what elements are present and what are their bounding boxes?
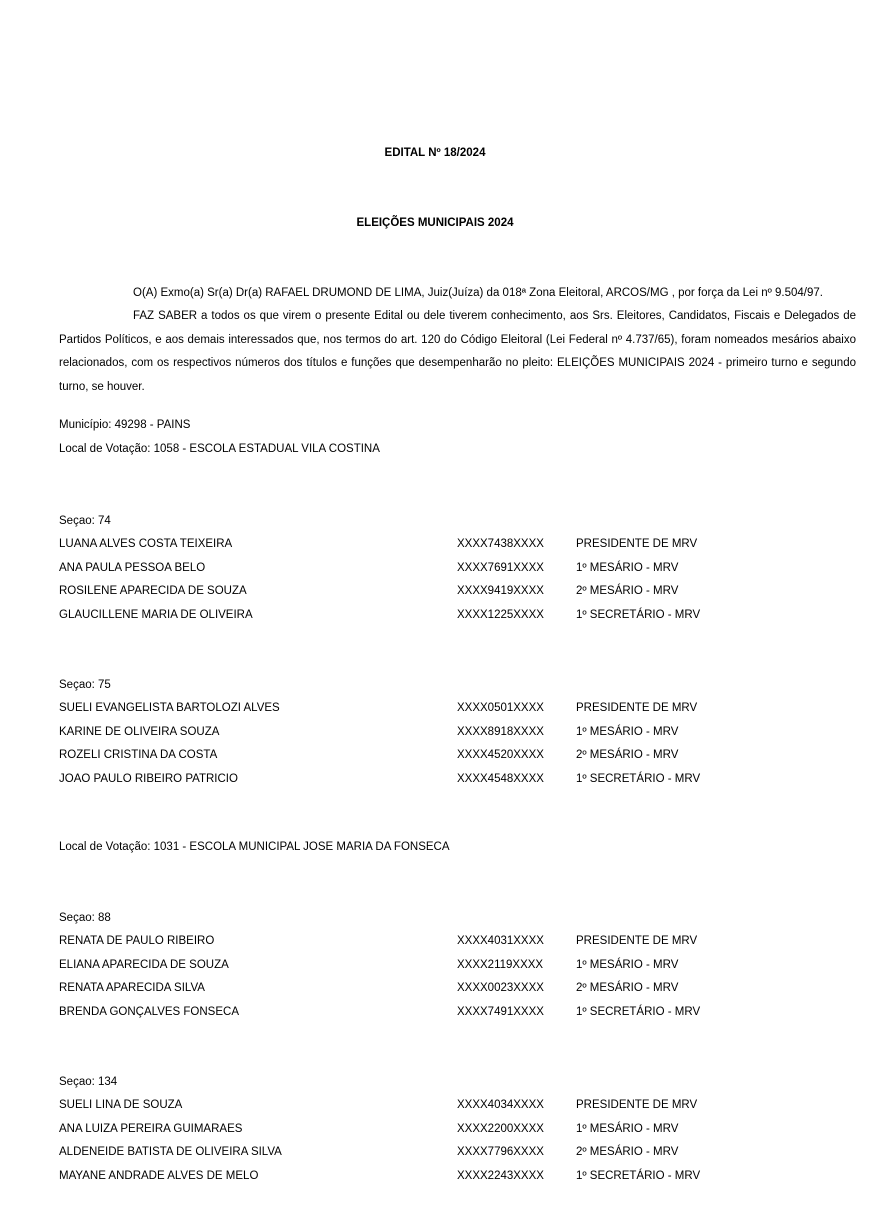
- section-label: Seçao: 88: [59, 912, 111, 924]
- section-label: Seçao: 134: [59, 1076, 118, 1088]
- mesario-name: LUANA ALVES COSTA TEIXEIRA: [59, 538, 233, 551]
- table-row: [59, 557, 859, 580]
- funcao: 1º SECRETÁRIO - MRV: [576, 1169, 701, 1182]
- funcao: 2º MESÁRIO - MRV: [576, 1146, 679, 1159]
- funcao: PRESIDENTE DE MRV: [576, 935, 698, 948]
- table-row: [59, 1094, 859, 1117]
- titulo-number: XXXX4031XXXX: [457, 935, 544, 948]
- titulo-number: XXXX9419XXXX: [457, 585, 544, 598]
- titulo-number: XXXX4034XXXX: [457, 1099, 544, 1112]
- titulo-number: XXXX2119XXXX: [457, 958, 544, 971]
- table-row: [59, 533, 859, 556]
- section-label: Seçao: 75: [59, 679, 111, 691]
- table-row: [59, 721, 859, 744]
- table-row: [59, 697, 859, 720]
- table-row: [59, 1118, 859, 1141]
- mesario-name: ANA PAULA PESSOA BELO: [59, 561, 206, 574]
- polling-place-1058: Local de Votação: 1058 - ESCOLA ESTADUAL VILA COSTINA: [59, 443, 380, 455]
- table-row: [59, 1001, 859, 1024]
- titulo-number: XXXX1225XXXX: [457, 608, 544, 621]
- titulo-number: XXXX8918XXXX: [457, 725, 544, 738]
- polling-place-1031: Local de Votação: 1031 - ESCOLA MUNICIPAL JOSE MARIA DA FONSECA: [59, 841, 450, 853]
- mesario-name: ANA LUIZA PEREIRA GUIMARAES: [59, 1122, 243, 1135]
- funcao: 2º MESÁRIO - MRV: [576, 749, 679, 762]
- funcao: 1º MESÁRIO - MRV: [576, 725, 679, 738]
- mesario-name: SUELI LINA DE SOUZA: [59, 1099, 183, 1112]
- section-75: [59, 674, 859, 791]
- table-row: [59, 744, 859, 767]
- mesario-name: RENATA DE PAULO RIBEIRO: [59, 935, 215, 948]
- table-row: [59, 604, 859, 627]
- funcao: 1º MESÁRIO - MRV: [576, 561, 679, 574]
- table-row: [59, 768, 859, 791]
- edital-title: EDITAL Nº 18/2024: [384, 147, 486, 159]
- table-row: [59, 580, 859, 603]
- titulo-number: XXXX2243XXXX: [457, 1169, 544, 1182]
- section-134: [59, 1071, 859, 1188]
- mesario-name: RENATA APARECIDA SILVA: [59, 982, 205, 995]
- municipality-label: Município: 49298 - PAINS: [59, 419, 191, 431]
- titulo-number: XXXX7491XXXX: [457, 1005, 544, 1018]
- titulo-number: XXXX0023XXXX: [457, 982, 544, 995]
- mesario-name: MAYANE ANDRADE ALVES DE MELO: [59, 1169, 259, 1182]
- intro-paragraph: [59, 282, 856, 399]
- table-row: [59, 954, 859, 977]
- titulo-number: XXXX0501XXXX: [457, 702, 544, 715]
- mesario-name: ROZELI CRISTINA DA COSTA: [59, 749, 218, 762]
- titulo-number: XXXX7438XXXX: [457, 538, 544, 551]
- mesario-name: KARINE DE OLIVEIRA SOUZA: [59, 725, 220, 738]
- titulo-number: XXXX7796XXXX: [457, 1146, 544, 1159]
- funcao: PRESIDENTE DE MRV: [576, 702, 698, 715]
- funcao: 1º SECRETÁRIO - MRV: [576, 772, 701, 785]
- mesario-name: GLAUCILLENE MARIA DE OLIVEIRA: [59, 608, 253, 621]
- funcao: PRESIDENTE DE MRV: [576, 1099, 698, 1112]
- mesario-name: ALDENEIDE BATISTA DE OLIVEIRA SILVA: [59, 1146, 282, 1159]
- intro-faz-saber: FAZ SABER a todos os que virem o presente Edital ou dele tiverem conhecimento, aos Srs. Eleitores, Candidatos, Fiscais e Delegados de Partidos Políticos, e aos demais interessados que, nos termos do art. 120 do Código Eleitoral (Lei Federal nº 4.737/65), foram nomeados mesários abaixo relacionados, com os respectivos números dos títulos e funções que desempenharão no pleito: ELEIÇÕES MUNICIPAIS 2024 - primeiro turno e segundo turno, se houver.: [59, 310, 856, 393]
- mesario-name: ELIANA APARECIDA DE SOUZA: [59, 958, 229, 971]
- titulo-number: XXXX4548XXXX: [457, 772, 544, 785]
- mesario-name: ROSILENE APARECIDA DE SOUZA: [59, 585, 247, 598]
- table-row: [59, 1165, 859, 1188]
- intro-judge-line: O(A) Exmo(a) Sr(a) Dr(a) RAFAEL DRUMOND DE LIMA, Juiz(Juíza) da 018ª Zona Eleitoral, ARCOS/MG , por força da Lei nº 9.504/97.: [133, 287, 823, 299]
- titulo-number: XXXX2200XXXX: [457, 1122, 544, 1135]
- funcao: 1º MESÁRIO - MRV: [576, 958, 679, 971]
- elections-heading: ELEIÇÕES MUNICIPAIS 2024: [356, 217, 514, 229]
- section-74: [59, 510, 859, 627]
- table-row: [59, 977, 859, 1000]
- titulo-number: XXXX7691XXXX: [457, 561, 544, 574]
- mesario-name: JOAO PAULO RIBEIRO PATRICIO: [59, 772, 238, 785]
- funcao: 1º MESÁRIO - MRV: [576, 1122, 679, 1135]
- funcao: 2º MESÁRIO - MRV: [576, 585, 679, 598]
- section-label: Seçao: 74: [59, 515, 111, 527]
- funcao: 1º SECRETÁRIO - MRV: [576, 1005, 701, 1018]
- mesario-name: SUELI EVANGELISTA BARTOLOZI ALVES: [59, 702, 280, 715]
- funcao: 2º MESÁRIO - MRV: [576, 982, 679, 995]
- funcao: PRESIDENTE DE MRV: [576, 538, 698, 551]
- titulo-number: XXXX4520XXXX: [457, 749, 544, 762]
- funcao: 1º SECRETÁRIO - MRV: [576, 608, 701, 621]
- table-row: [59, 930, 859, 953]
- section-88: [59, 907, 859, 1024]
- table-row: [59, 1141, 859, 1164]
- mesario-name: BRENDA GONÇALVES FONSECA: [59, 1005, 239, 1018]
